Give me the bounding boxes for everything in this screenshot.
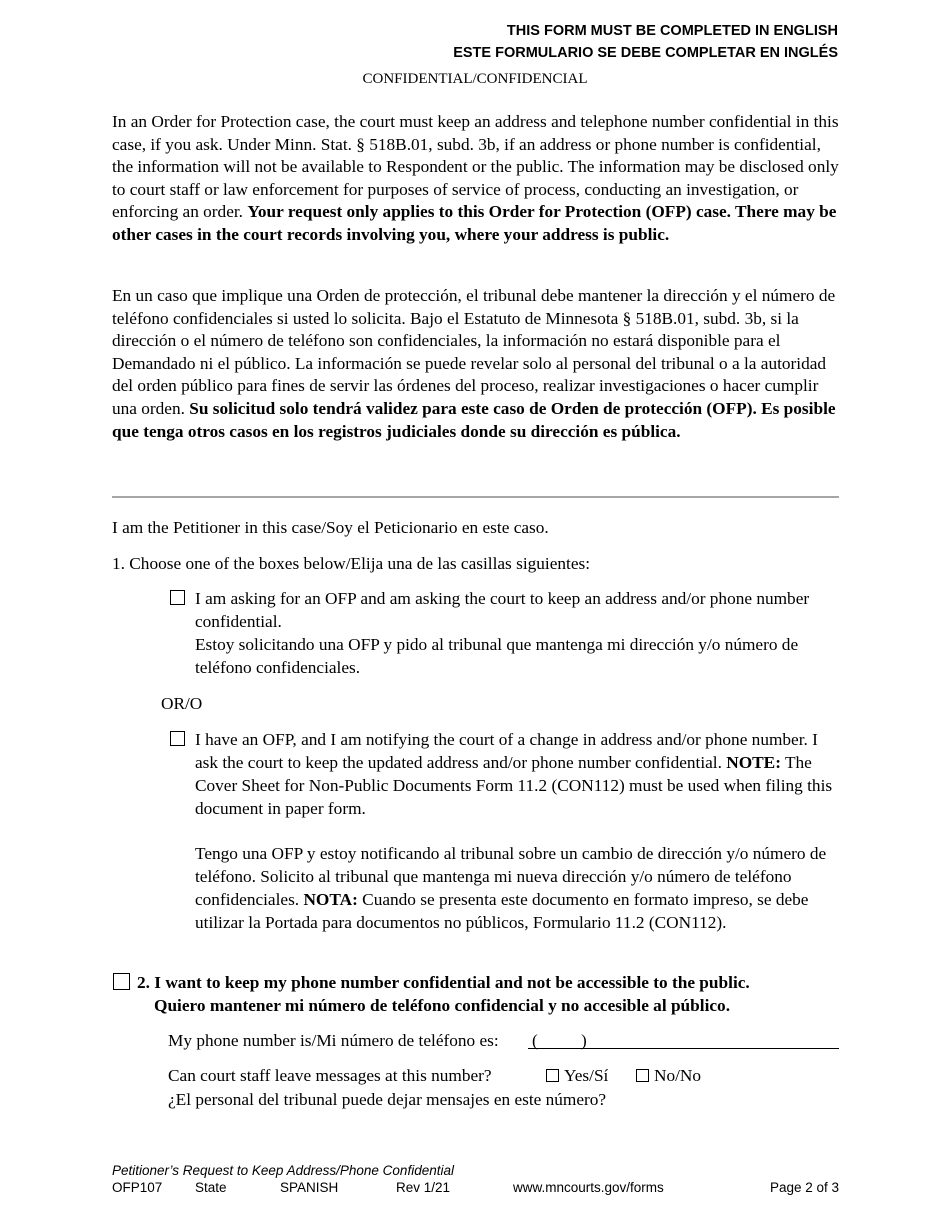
option-a-english: I am asking for an OFP and am asking the court to keep an address and/or phone number confidential. (195, 589, 810, 631)
yes-label: Yes/Sí (564, 1066, 609, 1085)
yes-checkbox[interactable] (546, 1069, 559, 1082)
section2-checkbox[interactable] (113, 973, 130, 990)
phone-label: My phone number is/Mi número de teléfono es: (168, 1031, 499, 1050)
intro-es-text: En un caso que implique una Orden de protección, el tribunal debe mantener la dirección y el número de teléfono confidenciales si usted lo solicita. Bajo el Estatuto de Minnesota § 518B.01, subd. 3b, si la dirección o el número de teléfono son confidenciales, la información no estará disponible para el Demandado ni el público. La información se puede revelar solo al personal del tribunal o a la autoridad del orden público para fines de servir las órdenes del proceso, realizar investigaciones o hacer cumplir una orden. (112, 286, 836, 418)
intro-en-bold: Your request only applies to this Order for Protection (OFP) case. There may be other cases in the court records involving you, where your address is public. (112, 202, 837, 244)
option-a-text (195, 587, 845, 679)
section1-heading: 1. Choose one of the boxes below/Elija una de las casillas siguientes: (112, 554, 591, 573)
option-b-en-note: The Cover Sheet for Non-Public Documents Form 11.2 (CON112) must be used when filing this document in paper form. (195, 753, 833, 818)
option-b-en-text: I have an OFP, and I am notifying the court of a change in address and/or phone number. I ask the court to keep the updated address and/or phone number confidential. (195, 730, 818, 772)
petitioner-statement: I am the Petitioner in this case/Soy el Peticionario en este caso. (112, 518, 549, 537)
intro-paragraph-english (112, 111, 840, 247)
option-b-english (195, 728, 840, 820)
option-a-spanish: Estoy solicitando una OFP y pido al tribunal que mantenga mi dirección y/o número de teléfono confidenciales. (195, 635, 799, 677)
confidential-label: CONFIDENTIAL/CONFIDENCIAL (362, 71, 588, 87)
footer-form-code: OFP107 (112, 1180, 163, 1195)
no-label: No/No (654, 1066, 702, 1085)
option-b-text (195, 728, 840, 934)
option-a-checkbox[interactable] (170, 590, 185, 605)
option-b-note-label: NOTE: (726, 753, 781, 772)
option-b-spanish (195, 842, 840, 934)
footer-title: Petitioner’s Request to Keep Address/Phone Confidential (112, 1163, 454, 1178)
section2-heading-english: 2. I want to keep my phone number confidential and not be accessible to the public. (137, 973, 750, 992)
footer-revision: Rev 1/21 (396, 1180, 451, 1195)
or-label: OR/O (161, 694, 203, 713)
footer-url: www.mncourts.gov/forms (513, 1180, 664, 1195)
no-checkbox[interactable] (636, 1069, 649, 1082)
option-b-nota-label: NOTA: (303, 890, 358, 909)
messages-question: Can court staff leave messages at this number? (168, 1066, 492, 1085)
option-b-es-note: Cuando se presenta este documento en formato impreso, se debe utilizar la Portada para documentos no públicos, Formulario 11.2 (CON112). (195, 890, 809, 932)
intro-paragraph-spanish (112, 285, 840, 443)
phone-number-input[interactable]: ( ) (532, 1031, 587, 1050)
english-notice-header (453, 20, 838, 64)
section-divider (112, 496, 839, 498)
section2-heading-spanish: Quiero mantener mi número de teléfono confidencial y no accesible al público. (154, 996, 731, 1015)
footer-language: SPANISH (280, 1180, 339, 1195)
no-option[interactable] (636, 1064, 701, 1087)
header-line-english: THIS FORM MUST BE COMPLETED IN ENGLISH (506, 23, 838, 39)
intro-en-text: In an Order for Protection case, the court must keep an address and telephone number confidential in this case, if you ask. Under Minn. Stat. § 518B.01, subd. 3b, if an address or phone number is confidential, the information will not be available to Respondent or the public. The information may be disclosed only to court staff or law enforcement for purposes of service of process, conducting an investigation, or enforcing an order. (112, 112, 839, 222)
option-b-es-text: Tengo una OFP y estoy notificando al tribunal sobre un cambio de dirección y/o número de teléfono. Solicito al tribunal que mantenga mi nueva dirección y/o número de teléfono confidenciales. (195, 844, 827, 909)
footer-page-number: Page 2 of 3 (769, 1180, 839, 1195)
messages-question-spanish: ¿El personal del tribunal puede dejar mensajes en este número? (168, 1090, 607, 1109)
yes-option[interactable] (546, 1064, 608, 1087)
header-line-spanish: ESTE FORMULARIO SE DEBE COMPLETAR EN INGLÉS (453, 45, 838, 61)
option-b-checkbox[interactable] (170, 731, 185, 746)
intro-es-bold: Su solicitud solo tendrá validez para este caso de Orden de protección (OFP). Es posible que tenga otros casos en los registros judiciales donde su dirección es pública. (112, 398, 836, 441)
footer-state: State (195, 1180, 227, 1195)
